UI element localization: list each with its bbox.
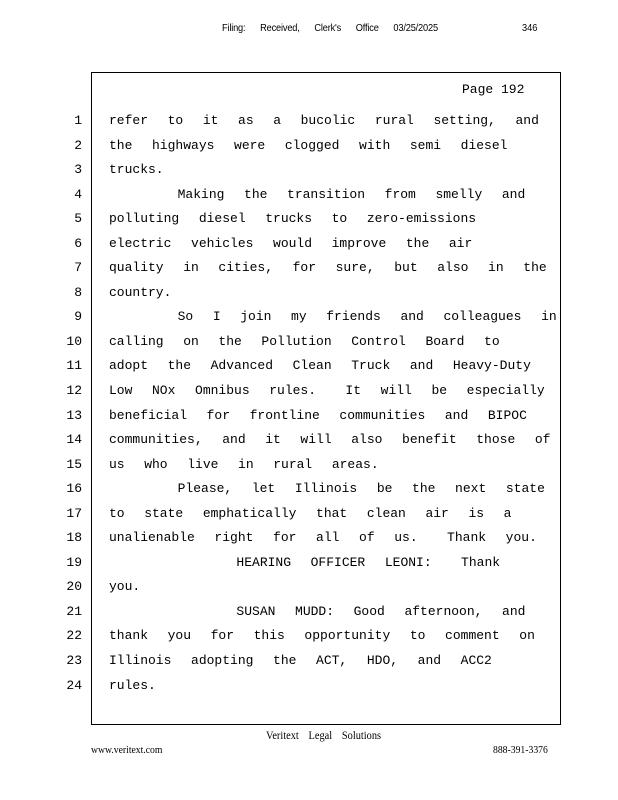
line-number: 7	[74, 260, 82, 276]
line-number: 17	[66, 505, 82, 521]
line-text: polluting diesel trucks to zero-emissions	[109, 211, 477, 227]
footer-website: www.veritext.com	[91, 744, 163, 756]
line-number: 2	[74, 137, 82, 153]
transcript-page-label: Page 192	[462, 82, 525, 97]
line-text: Please, let Illinois be the next state	[109, 481, 545, 497]
line-text: refer to it as a bucolic rural setting, and	[109, 113, 539, 128]
line-number: 9	[74, 309, 82, 325]
received-label: Received,	[260, 22, 300, 34]
footer-phone: 888-391-3376	[493, 744, 548, 756]
transcript-line	[0, 383, 618, 408]
line-number: 10	[66, 333, 82, 349]
line-number: 14	[66, 432, 82, 448]
transcript-lines	[0, 113, 618, 702]
line-number: 5	[74, 211, 82, 227]
transcript-line	[0, 138, 618, 163]
transcript-line	[0, 506, 618, 531]
transcript-line	[0, 408, 618, 433]
line-number: 11	[66, 358, 82, 374]
transcript-line	[0, 187, 618, 212]
line-number: 19	[66, 554, 82, 570]
transcript-line	[0, 309, 618, 334]
transcript-line	[0, 358, 618, 383]
line-text: quality in cities, for sure, but also in the	[109, 260, 547, 276]
line-text: beneficial for frontline communities and BIPOC	[109, 407, 527, 423]
transcript-line	[0, 457, 618, 482]
filing-label: Filing:	[222, 22, 246, 34]
document-page-number: 346	[522, 22, 538, 34]
line-number: 13	[66, 407, 82, 423]
transcript-line	[0, 653, 618, 678]
transcript-line	[0, 628, 618, 653]
transcript-line	[0, 604, 618, 629]
clerks-label: Clerk's	[314, 22, 342, 34]
line-number: 23	[66, 653, 82, 669]
transcript-line	[0, 530, 618, 555]
transcript-line	[0, 678, 618, 703]
transcript-line	[0, 555, 618, 580]
transcript-line	[0, 579, 618, 604]
line-text: trucks.	[109, 162, 164, 178]
footer-company-word-1: Veritext	[266, 730, 299, 742]
line-text: the highways were clogged with semi diesel	[109, 137, 508, 153]
transcript-line	[0, 211, 618, 236]
transcript-line	[0, 334, 618, 359]
transcript-line	[0, 481, 618, 506]
line-number: 15	[66, 456, 82, 472]
line-text: thank you for this opportunity to comment on	[109, 628, 535, 644]
line-text: unalienable right for all of us. Thank you.	[109, 530, 537, 546]
line-text: HEARING OFFICER LEONI: Thank	[109, 554, 501, 570]
line-text: us who live in rural areas.	[109, 456, 379, 472]
filing-date: 03/25/2025	[393, 22, 438, 34]
line-number: 6	[74, 235, 82, 251]
transcript-line	[0, 236, 618, 261]
footer-company-word-2: Legal	[308, 730, 333, 742]
line-number: 20	[66, 579, 82, 595]
line-number: 4	[74, 186, 82, 202]
line-text: country.	[109, 284, 172, 300]
transcript-line	[0, 260, 618, 285]
line-text: you.	[109, 579, 141, 595]
line-number: 24	[66, 677, 82, 693]
transcript-line	[0, 285, 618, 310]
line-number: 18	[66, 530, 82, 546]
line-number: 16	[66, 481, 82, 497]
line-text: electric vehicles would improve the air	[109, 235, 473, 251]
line-number: 22	[66, 628, 82, 644]
line-text: SUSAN MUDD: Good afternoon, and	[109, 603, 526, 619]
line-number: 1	[74, 113, 82, 128]
transcript-line	[0, 113, 618, 138]
transcript-line	[0, 432, 618, 457]
line-text: calling on the Pollution Control Board to	[109, 333, 500, 349]
line-text: communities, and it will also benefit those of	[109, 432, 551, 448]
footer-company	[266, 730, 388, 742]
line-text: Making the transition from smelly and	[109, 186, 526, 202]
line-number: 3	[74, 162, 82, 178]
transcript-line	[0, 162, 618, 187]
filing-stamp	[222, 22, 450, 34]
line-number: 21	[66, 603, 82, 619]
line-number: 8	[74, 284, 82, 300]
line-number: 12	[66, 383, 82, 399]
line-text: adopt the Advanced Clean Truck and Heavy-Duty	[109, 358, 531, 374]
footer-company-word-3: Solutions	[341, 730, 382, 742]
line-text: rules.	[109, 677, 156, 693]
office-label: Office	[355, 22, 379, 34]
line-text: So I join my friends and colleagues in	[109, 309, 557, 325]
line-text: Low NOx Omnibus rules. It will be especially	[109, 383, 545, 399]
line-text: to state emphatically that clean air is a	[109, 505, 512, 521]
line-text: Illinois adopting the ACT, HDO, and ACC2	[109, 653, 492, 669]
